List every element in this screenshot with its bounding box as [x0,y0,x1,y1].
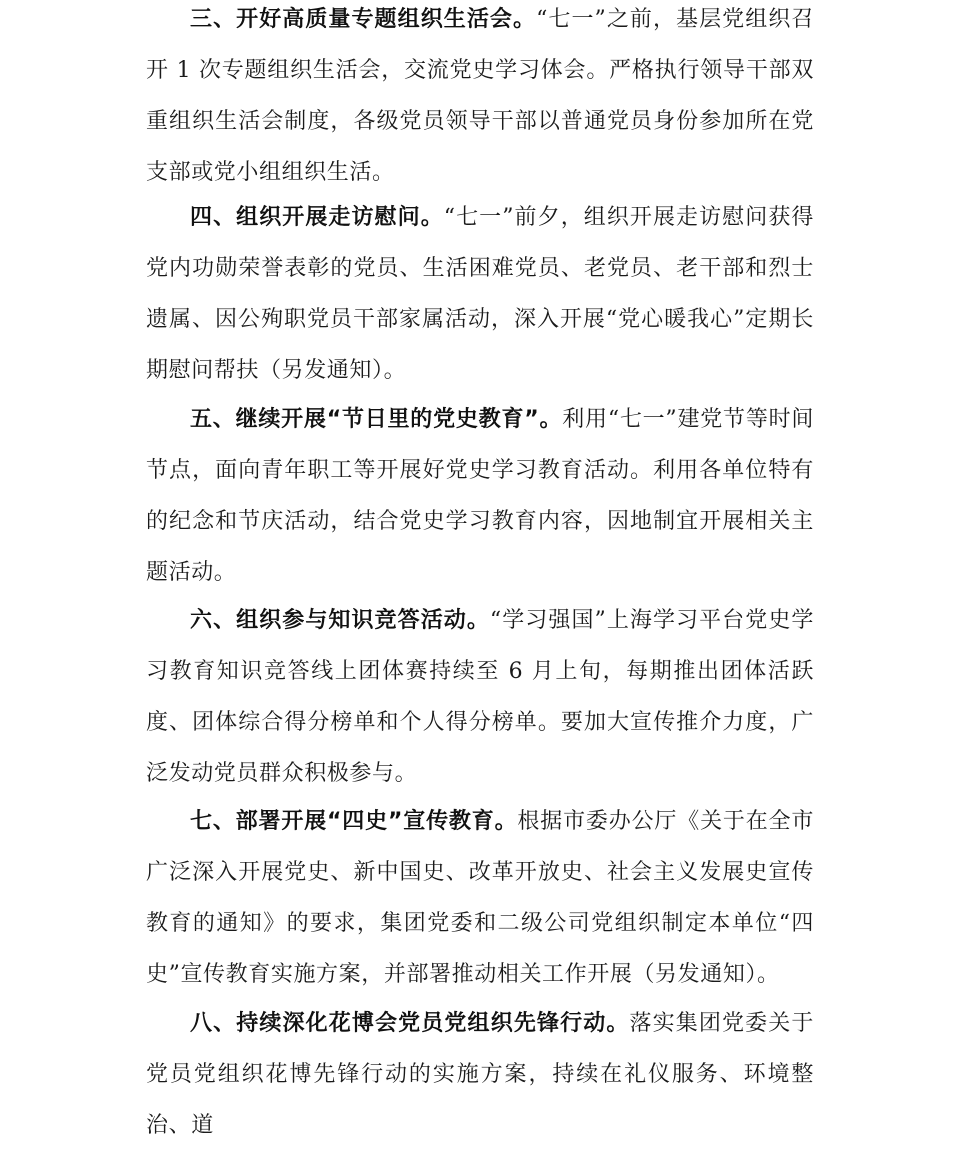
paragraph-heading: 八、持续深化花博会党员党组织先锋行动。 [190,1011,630,1036]
paragraph-3 [146,0,814,198]
paragraph-heading: 六、组织参与知识竞答活动。 [190,608,490,633]
paragraph-text: 利用“七一”建党节等时间节点，面向青年职工等开展好党史学习教育活动。利用各单位特有的纪念和节庆活动，结合党史学习教育内容，因地制宜开展相关主题活动。 [146,407,814,585]
paragraph-7 [146,796,814,1000]
paragraph-4 [146,192,814,396]
paragraph-text: “七一”之前，基层党组织召开 1 次专题组织生活会，交流党史学习体会。严格执行领导干部双重组织生活会制度，各级党员领导干部以普通党员身份参加所在党支部或党小组组织生活。 [146,7,814,185]
paragraph-heading: 四、组织开展走访慰问。 [190,205,444,230]
paragraph-heading: 五、继续开展“节日里的党史教育”。 [190,407,563,432]
paragraph-5 [146,394,814,598]
paragraph-text: “学习强国”上海学习平台党史学习教育知识竞答线上团体赛持续至 6 月上旬，每期推出团体活跃度、团体综合得分榜单和个人得分榜单。要加大宣传推介力度，广泛发动党员群众积极参与。 [146,608,814,786]
paragraph-text: 根据市委办公厅《关于在全市广泛深入开展党史、新中国史、改革开放史、社会主义发展史宣传教育的通知》的要求，集团党委和二级公司党组织制定本单位“四史”宣传教育实施方案，并部署推动相关工作开展（另发通知）。 [146,809,814,987]
paragraph-heading: 三、开好高质量专题组织生活会。 [190,7,537,32]
paragraph-text: 落实集团党委关于党员党组织花博先锋行动的实施方案，持续在礼仪服务、环境整治、道 [146,1011,814,1138]
paragraph-8 [146,998,814,1151]
paragraph-6 [146,595,814,799]
paragraph-heading: 七、部署开展“四史”宣传教育。 [190,809,518,834]
paragraph-text: “七一”前夕，组织开展走访慰问获得党内功勋荣誉表彰的党员、生活困难党员、老党员、老干部和烈士遗属、因公殉职党员干部家属活动，深入开展“党心暖我心”定期长期慰问帮扶（另发通知）。 [146,205,814,383]
